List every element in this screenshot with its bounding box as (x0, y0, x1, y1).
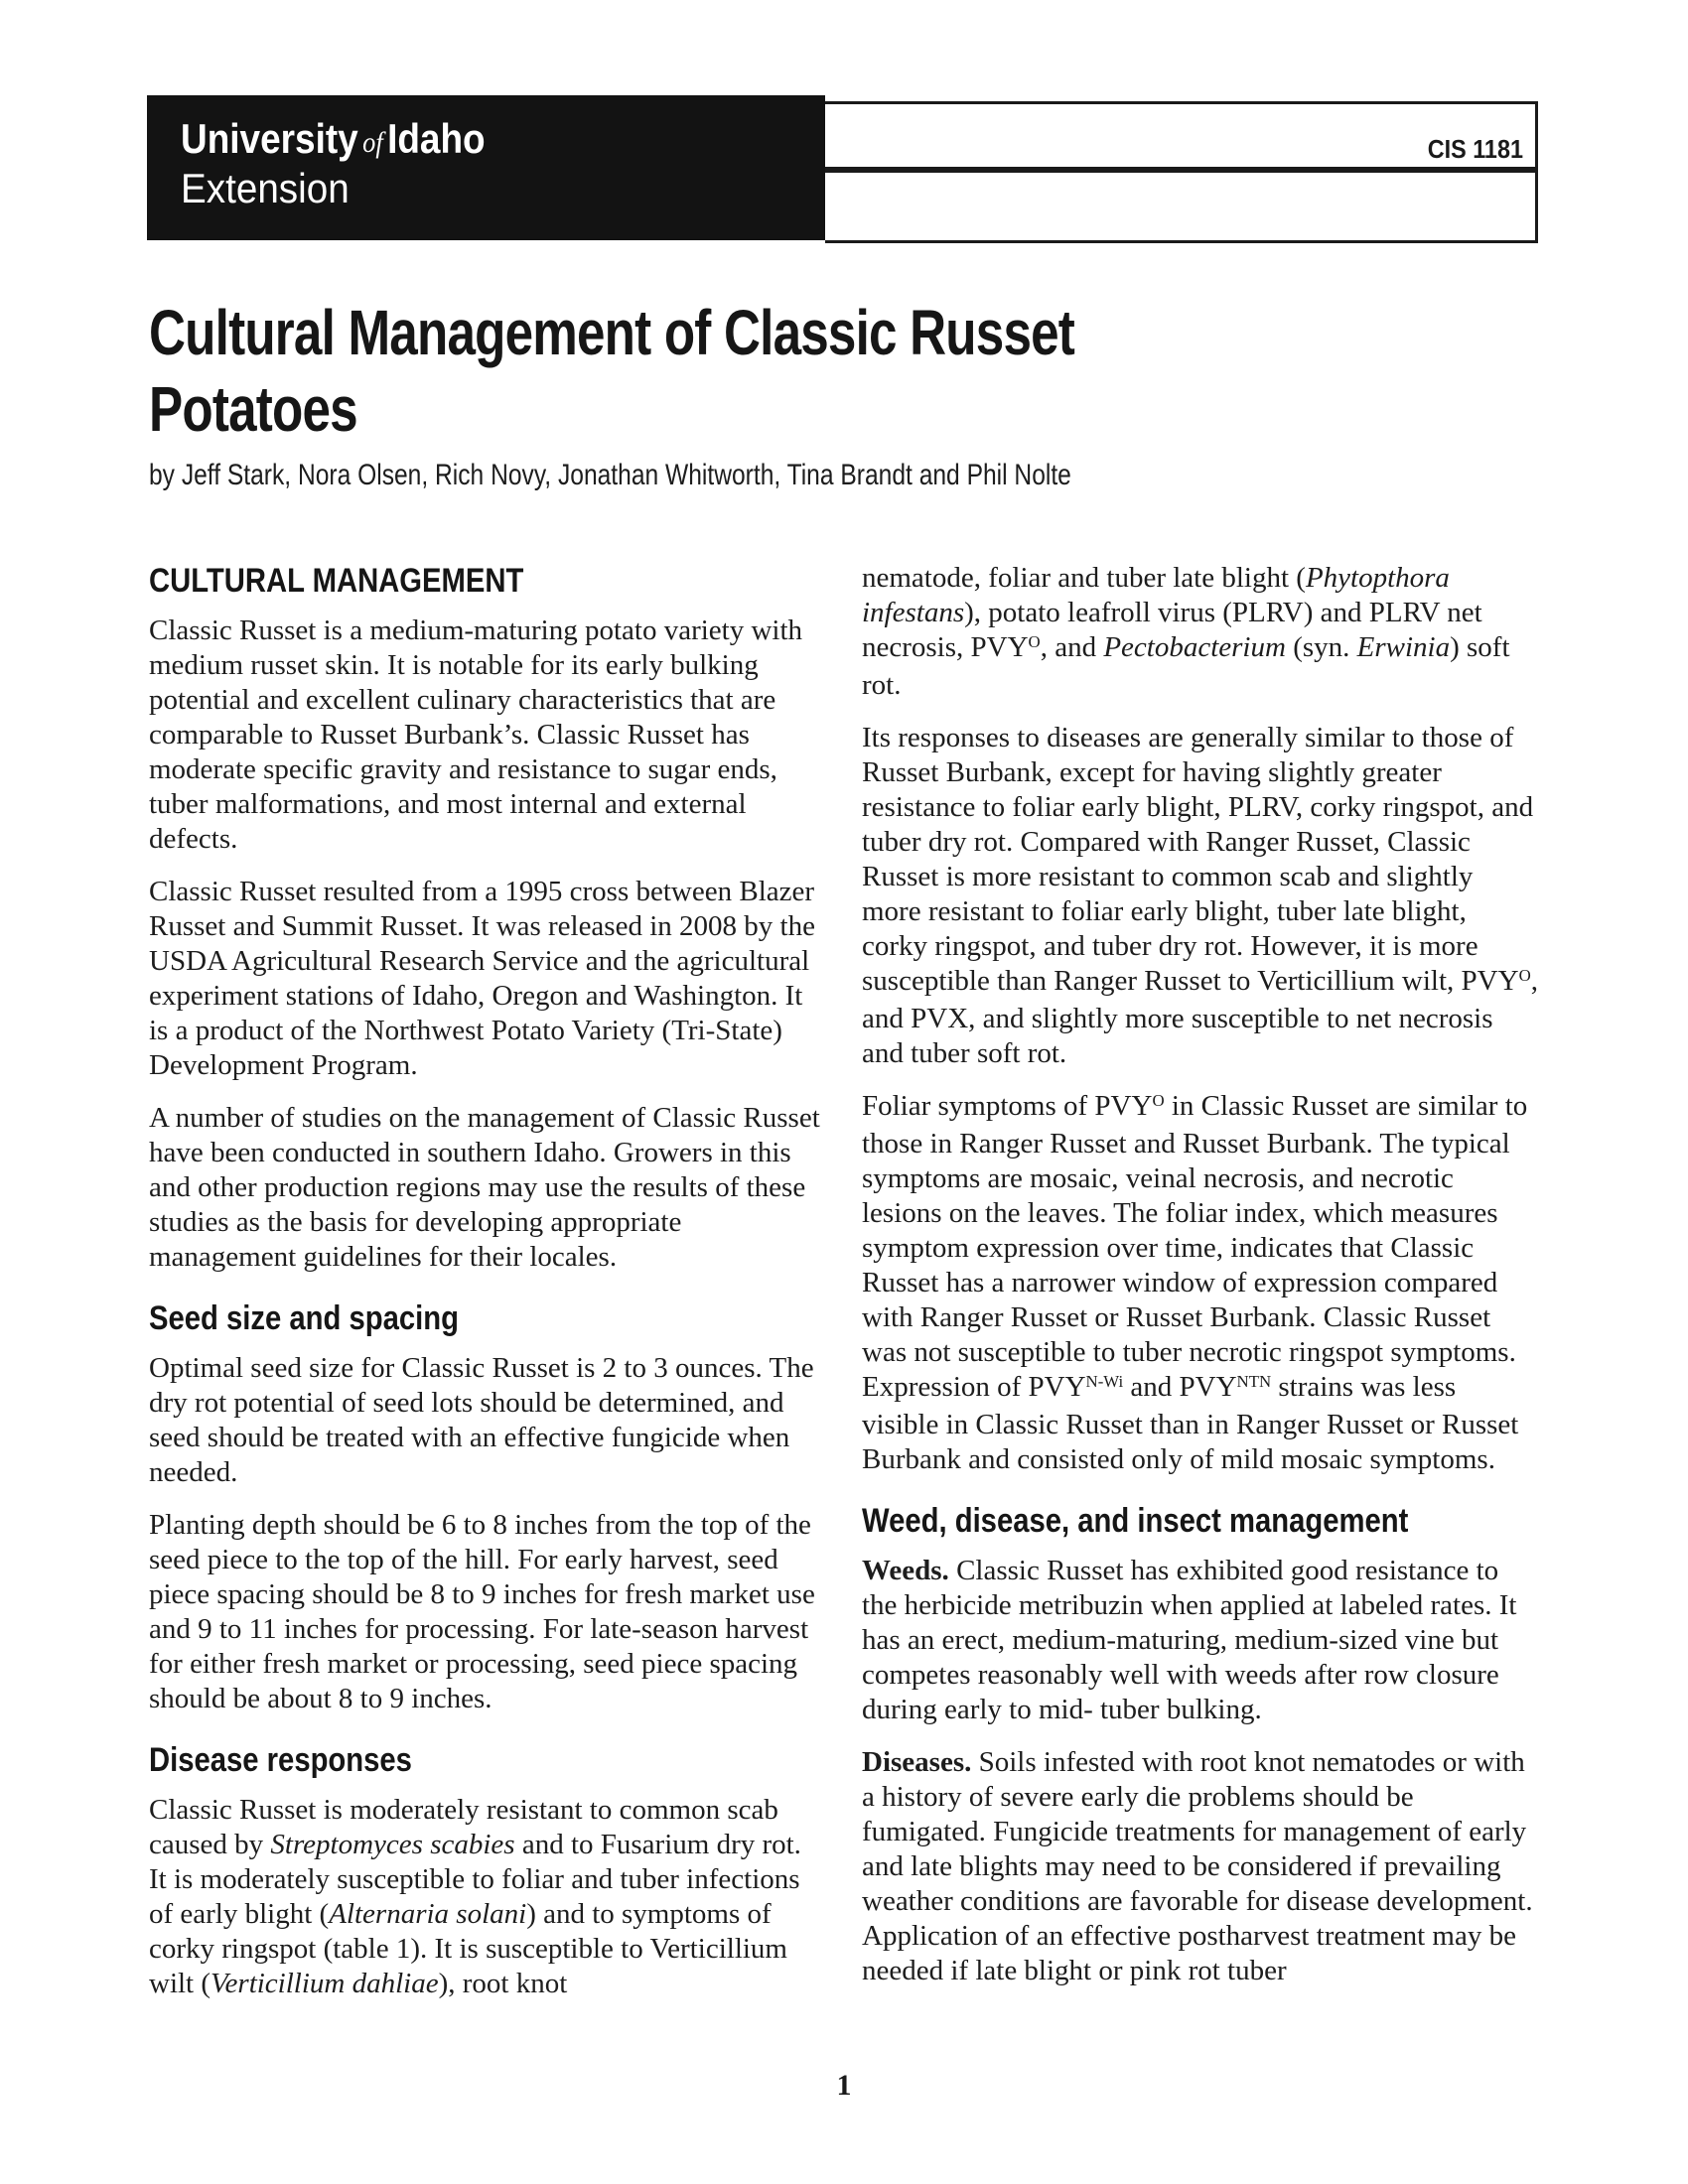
logo-word-of: of (362, 126, 383, 159)
subsection-heading: Disease responses (149, 1741, 412, 1779)
text-run: , and (1040, 631, 1104, 663)
text-run: ) and to symptoms of corky ringspot (table 1). It is susceptible to Verticillium wilt ( (149, 1898, 787, 1999)
text-run: strains was less visible in Classic Russet than in Ranger Russet or Russet Burbank and consisted only of mild mosaic symptoms. (862, 1371, 1519, 1475)
italic-text-run: Verticillium dahliae (211, 1968, 439, 1999)
bold-text-run: Diseases. (862, 1746, 972, 1778)
italic-text-run: Alternaria solani (329, 1898, 527, 1930)
text-run: in Classic Russet are similar to those in Ranger Russet and Russet Burbank. The typical symptoms are mosaic, veinal necrosis, and necrotic lesions on the leaves. The foliar index, which measures symptom expression over time, indicates that Classic Russet has a narrower window of expression compared with Ranger Russet or Russet Burbank. Classic Russet was not susceptible to tuber necrotic ringspot symptoms. Expression of PVY (862, 1090, 1528, 1403)
section-heading: CULTURAL MANAGEMENT (149, 562, 524, 600)
paragraph (149, 1793, 825, 2001)
superscript-text-run: O (1518, 966, 1531, 986)
text-run: and PVY (1123, 1371, 1237, 1403)
superscript-text-run: NTN (1236, 1372, 1272, 1392)
text-run: Soils infested with root knot nematodes or with a history of severe early die problems should be fumigated. Fungicide treatments for management of early and late blights may need to be considered if prevailing weather conditions are favorable for disease development. Application of an effective postharvest treatment may be needed if late blight or pink rot tuber (862, 1746, 1533, 1986)
text-run: ), root knot (438, 1968, 568, 1999)
document-title-line-1: Cultural Management of Classic Russet (149, 297, 1075, 368)
publication-number: CIS 1181 (1427, 134, 1523, 164)
text-run: Classic Russet is moderately resistant to common scab caused by (149, 1794, 778, 1860)
superscript-text-run: O (1152, 1091, 1165, 1111)
paragraph (862, 721, 1539, 1071)
paragraph (149, 1508, 825, 1716)
paragraph (862, 561, 1539, 703)
text-run: Its responses to diseases are generally similar to those of Russet Burbank, except for having slightly greater resistance to foliar early blight, PLRV, corky ringspot, and tuber dry rot. Compared with Ranger Russet, Classic Russet is more resistant to common scab and slightly more resistant to foliar early blight, tuber late blight, corky ringspot, and tuber dry rot. However, it is more susceptible than Ranger Russet to Verticillium wilt, PVY (862, 722, 1534, 997)
italic-text-run: Pectobacterium (1103, 631, 1286, 663)
paragraph (862, 1554, 1539, 1727)
text-run: (syn. (1285, 631, 1357, 663)
italic-text-run: Erwinia (1356, 631, 1451, 663)
paragraph (862, 1745, 1539, 1988)
document-title (149, 295, 1074, 448)
university-of-idaho-extension-logo (147, 95, 825, 240)
publication-number-box (825, 101, 1538, 243)
text-run: Optimal seed size for Classic Russet is 2 to 3 ounces. The dry rot potential of seed lots should be determined, and seed should be treated with an effective fungicide when needed. (149, 1352, 814, 1488)
byline: by Jeff Stark, Nora Olsen, Rich Novy, Jonathan Whitworth, Tina Brandt and Phil Nolte (149, 459, 1071, 491)
text-run: ) soft rot. (862, 631, 1510, 701)
text-run: Foliar symptoms of PVY (862, 1090, 1153, 1122)
text-run: Classic Russet resulted from a 1995 cross between Blazer Russet and Summit Russet. It was released in 2008 by the USDA Agricultural Research Service and the agricultural experiment stations of Idaho, Oregon and Washington. It is a product of the Northwest Potato Variety (Tri-State) Development Program. (149, 876, 815, 1081)
right-column (862, 561, 1539, 1988)
logo-word-extension: Extension (181, 165, 350, 211)
paragraph (149, 1351, 825, 1490)
italic-text-run: Streptomyces scabies (270, 1829, 515, 1860)
italic-text-run: Phytopthora infestans (862, 562, 1450, 628)
text-run: Planting depth should be 6 to 8 inches from the top of the seed piece to the top of the hill. For early harvest, seed piece spacing should be 8 to 9 inches for fresh market use and 9 to 11 inches for processing. For late-season harvest for either fresh market or processing, seed piece spacing should be about 8 to 9 inches. (149, 1509, 815, 1714)
document-title-line-2: Potatoes (149, 373, 357, 445)
logo-word-university: University (181, 115, 358, 162)
left-column (149, 561, 825, 2001)
paragraph (149, 1101, 825, 1275)
logo-word-idaho: Idaho (387, 115, 486, 162)
text-run: Classic Russet has exhibited good resistance to the herbicide metribuzin when applied at labeled rates. It has an erect, medium-maturing, medium-sized vine but competes reasonably well with weeds after row closure during early to mid- tuber bulking. (862, 1555, 1517, 1725)
page-number: 1 (836, 2069, 852, 2102)
paragraph (149, 614, 825, 857)
superscript-text-run: O (1028, 632, 1041, 652)
subsection-heading: Weed, disease, and insect management (862, 1502, 1409, 1540)
text-run: nematode, foliar and tuber late blight ( (862, 562, 1306, 594)
bold-text-run: Weeds. (862, 1555, 949, 1586)
text-run: , and PVX, and slightly more susceptible to net necrosis and tuber soft rot. (862, 965, 1538, 1069)
paragraph (149, 875, 825, 1083)
text-run: ), potato leafroll virus (PLRV) and PLRV net necrosis, PVY (862, 597, 1482, 663)
header-thick-rule (825, 167, 1535, 173)
text-run: A number of studies on the management of Classic Russet have been conducted in southern Idaho. Growers in this and other production regions may use the results of these studies as the basis for developing appropriate management guidelines for their locales. (149, 1102, 820, 1273)
text-run: Classic Russet is a medium-maturing potato variety with medium russet skin. It is notable for its early bulking potential and excellent culinary characteristics that are comparable to Russet Burbank’s. Classic Russet has moderate specific gravity and resistance to sugar ends, tuber malformations, and most internal and external defects. (149, 614, 803, 855)
paragraph (862, 1089, 1539, 1477)
text-run: and to Fusarium dry rot. It is moderately susceptible to foliar and tuber infections of early blight ( (149, 1829, 801, 1930)
logo-line-university-of-idaho (181, 117, 486, 166)
subsection-heading: Seed size and spacing (149, 1299, 460, 1337)
superscript-text-run: N-Wi (1085, 1372, 1124, 1392)
